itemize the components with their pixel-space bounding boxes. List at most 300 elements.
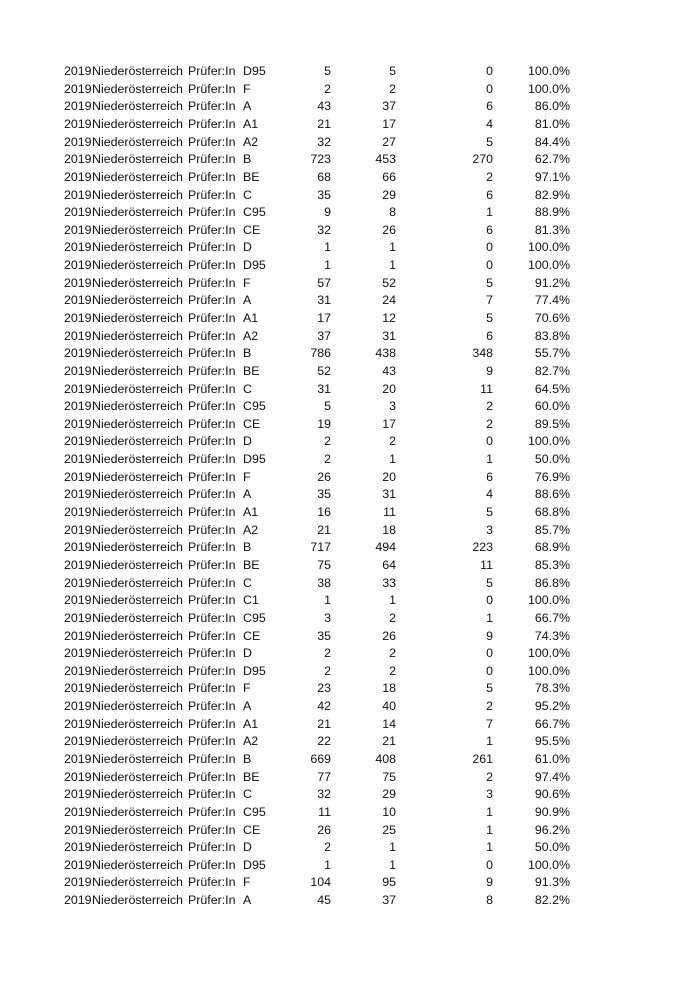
role-cell: Prüfer:In (188, 628, 236, 643)
count-total-cell: 35 (317, 187, 331, 202)
count-total-cell: 35 (317, 628, 331, 643)
count-failed-cell: 0 (486, 81, 493, 96)
license-class-cell: A (243, 293, 252, 308)
count-passed-cell: 1 (389, 593, 396, 608)
region-cell: Niederösterreich (92, 328, 183, 343)
count-passed-cell: 1 (389, 840, 396, 855)
pass-rate-cell: 60.0% (534, 399, 570, 414)
year-cell: 2019 (64, 681, 92, 696)
table-row (64, 769, 570, 787)
data-table (64, 63, 570, 910)
role-cell: Prüfer:In (188, 381, 236, 396)
count-failed-cell: 2 (486, 699, 493, 714)
role-cell: Prüfer:In (188, 822, 236, 837)
table-row (64, 469, 570, 487)
license-class-cell: CE (243, 222, 261, 237)
count-total-cell: 21 (317, 716, 331, 731)
pass-rate-cell: 100.0% (527, 64, 570, 79)
year-cell: 2019 (64, 64, 92, 79)
count-passed-cell: 11 (383, 505, 396, 520)
role-cell: Prüfer:In (188, 363, 236, 378)
count-passed-cell: 75 (382, 769, 396, 784)
count-failed-cell: 2 (486, 416, 493, 431)
count-failed-cell: 5 (486, 681, 493, 696)
count-failed-cell: 7 (486, 293, 493, 308)
role-cell: Prüfer:In (188, 505, 236, 520)
role-cell: Prüfer:In (188, 646, 236, 661)
count-total-cell: 21 (317, 522, 331, 537)
table-row (64, 328, 570, 346)
count-total-cell: 57 (317, 275, 331, 290)
region-cell: Niederösterreich (92, 169, 183, 184)
year-cell: 2019 (64, 258, 92, 273)
count-total-cell: 32 (317, 134, 331, 149)
region-cell: Niederösterreich (92, 346, 183, 361)
table-row (64, 804, 570, 822)
count-failed-cell: 0 (486, 663, 493, 678)
table-row (64, 433, 570, 451)
pass-rate-cell: 88.9% (534, 205, 570, 220)
count-passed-cell: 25 (382, 822, 396, 837)
pass-rate-cell: 68.8% (534, 505, 570, 520)
year-cell: 2019 (64, 293, 92, 308)
region-cell: Niederösterreich (92, 505, 183, 520)
region-cell: Niederösterreich (92, 769, 183, 784)
role-cell: Prüfer:In (188, 663, 236, 678)
table-row (64, 398, 570, 416)
year-cell: 2019 (64, 646, 92, 661)
license-class-cell: A2 (243, 734, 259, 749)
count-passed-cell: 95 (382, 875, 396, 890)
region-cell: Niederösterreich (92, 452, 183, 467)
count-failed-cell: 1 (486, 822, 493, 837)
region-cell: Niederösterreich (92, 187, 183, 202)
license-class-cell: A (243, 699, 252, 714)
table-row (64, 592, 570, 610)
year-cell: 2019 (64, 699, 92, 714)
table-row (64, 522, 570, 540)
count-failed-cell: 8 (486, 893, 493, 908)
count-passed-cell: 1 (389, 258, 396, 273)
count-passed-cell: 37 (382, 99, 396, 114)
count-passed-cell: 29 (382, 187, 396, 202)
year-cell: 2019 (64, 628, 92, 643)
year-cell: 2019 (64, 346, 92, 361)
region-cell: Niederösterreich (92, 663, 183, 678)
year-cell: 2019 (64, 804, 92, 819)
region-cell: Niederösterreich (92, 116, 183, 131)
count-failed-cell: 2 (486, 399, 493, 414)
pass-rate-cell: 83.8% (534, 328, 570, 343)
license-class-cell: D (243, 434, 252, 449)
count-total-cell: 11 (318, 804, 331, 819)
count-failed-cell: 9 (486, 875, 493, 890)
license-class-cell: C95 (243, 804, 266, 819)
count-total-cell: 9 (324, 205, 331, 220)
count-total-cell: 5 (324, 399, 331, 414)
license-class-cell: D95 (243, 258, 266, 273)
table-row (64, 275, 570, 293)
count-failed-cell: 0 (486, 646, 493, 661)
count-total-cell: 31 (317, 381, 331, 396)
pass-rate-cell: 100.0% (527, 81, 570, 96)
count-passed-cell: 2 (389, 646, 396, 661)
region-cell: Niederösterreich (92, 734, 183, 749)
table-row (64, 186, 570, 204)
region-cell: Niederösterreich (92, 646, 183, 661)
license-class-cell: D (243, 646, 252, 661)
license-class-cell: D95 (243, 857, 266, 872)
count-total-cell: 16 (317, 505, 331, 520)
count-total-cell: 2 (324, 646, 331, 661)
count-failed-cell: 0 (486, 258, 493, 273)
region-cell: Niederösterreich (92, 99, 183, 114)
count-passed-cell: 17 (382, 416, 396, 431)
pass-rate-cell: 50.0% (534, 840, 570, 855)
count-total-cell: 717 (310, 540, 331, 555)
pass-rate-cell: 100.0% (527, 434, 570, 449)
role-cell: Prüfer:In (188, 240, 236, 255)
region-cell: Niederösterreich (92, 857, 183, 872)
role-cell: Prüfer:In (188, 769, 236, 784)
year-cell: 2019 (64, 187, 92, 202)
count-total-cell: 1 (324, 857, 331, 872)
region-cell: Niederösterreich (92, 787, 183, 802)
year-cell: 2019 (64, 275, 92, 290)
table-row (64, 857, 570, 875)
role-cell: Prüfer:In (188, 575, 236, 590)
role-cell: Prüfer:In (188, 681, 236, 696)
year-cell: 2019 (64, 469, 92, 484)
count-passed-cell: 453 (375, 152, 396, 167)
role-cell: Prüfer:In (188, 787, 236, 802)
table-row (64, 63, 570, 81)
role-cell: Prüfer:In (188, 487, 236, 502)
count-failed-cell: 1 (486, 610, 493, 625)
count-passed-cell: 18 (382, 681, 396, 696)
table-row (64, 557, 570, 575)
pass-rate-cell: 76.9% (534, 469, 570, 484)
count-passed-cell: 408 (375, 752, 396, 766)
count-failed-cell: 4 (486, 487, 493, 502)
pass-rate-cell: 100.0% (527, 240, 570, 255)
year-cell: 2019 (64, 99, 92, 114)
count-total-cell: 37 (317, 328, 331, 343)
count-total-cell: 31 (317, 293, 331, 308)
region-cell: Niederösterreich (92, 752, 183, 766)
count-total-cell: 43 (317, 99, 331, 114)
count-failed-cell: 223 (472, 540, 493, 555)
pass-rate-cell: 66.7% (534, 716, 570, 731)
pass-rate-cell: 55.7% (534, 346, 570, 361)
region-cell: Niederösterreich (92, 381, 183, 396)
table-row (64, 98, 570, 116)
count-failed-cell: 5 (486, 134, 493, 149)
year-cell: 2019 (64, 663, 92, 678)
region-cell: Niederösterreich (92, 840, 183, 855)
region-cell: Niederösterreich (92, 540, 183, 555)
count-failed-cell: 1 (486, 452, 493, 467)
table-row (64, 645, 570, 663)
count-total-cell: 786 (310, 346, 331, 361)
region-cell: Niederösterreich (92, 275, 183, 290)
count-failed-cell: 5 (486, 310, 493, 325)
license-class-cell: B (243, 540, 252, 555)
region-cell: Niederösterreich (92, 875, 183, 890)
table-row (64, 733, 570, 751)
count-total-cell: 2 (324, 840, 331, 855)
count-passed-cell: 2 (389, 81, 396, 96)
year-cell: 2019 (64, 540, 92, 555)
license-class-cell: C95 (243, 399, 266, 414)
count-passed-cell: 26 (382, 222, 396, 237)
count-passed-cell: 64 (382, 557, 396, 572)
count-total-cell: 35 (317, 487, 331, 502)
table-body (64, 63, 570, 910)
role-cell: Prüfer:In (188, 804, 236, 819)
region-cell: Niederösterreich (92, 681, 183, 696)
region-cell: Niederösterreich (92, 258, 183, 273)
count-passed-cell: 33 (382, 575, 396, 590)
table-row (64, 751, 570, 769)
count-total-cell: 2 (324, 81, 331, 96)
region-cell: Niederösterreich (92, 893, 183, 908)
count-failed-cell: 1 (486, 804, 493, 819)
count-failed-cell: 270 (472, 152, 493, 167)
role-cell: Prüfer:In (188, 557, 236, 572)
year-cell: 2019 (64, 116, 92, 131)
table-row (64, 257, 570, 275)
role-cell: Prüfer:In (188, 522, 236, 537)
count-total-cell: 17 (317, 310, 331, 325)
count-passed-cell: 21 (382, 734, 396, 749)
region-cell: Niederösterreich (92, 205, 183, 220)
count-total-cell: 26 (317, 822, 331, 837)
region-cell: Niederösterreich (92, 134, 183, 149)
year-cell: 2019 (64, 222, 92, 237)
license-class-cell: CE (243, 822, 261, 837)
license-class-cell: A (243, 99, 252, 114)
license-class-cell: D (243, 240, 252, 255)
role-cell: Prüfer:In (188, 857, 236, 872)
region-cell: Niederösterreich (92, 469, 183, 484)
license-class-cell: D95 (243, 663, 266, 678)
count-failed-cell: 9 (486, 628, 493, 643)
table-row (64, 292, 570, 310)
count-passed-cell: 66 (382, 169, 396, 184)
license-class-cell: B (243, 346, 252, 361)
role-cell: Prüfer:In (188, 840, 236, 855)
count-failed-cell: 348 (472, 346, 493, 361)
year-cell: 2019 (64, 381, 92, 396)
year-cell: 2019 (64, 734, 92, 749)
year-cell: 2019 (64, 152, 92, 167)
license-class-cell: C (243, 187, 252, 202)
count-failed-cell: 6 (486, 328, 493, 343)
role-cell: Prüfer:In (188, 734, 236, 749)
year-cell: 2019 (64, 328, 92, 343)
role-cell: Prüfer:In (188, 416, 236, 431)
count-passed-cell: 26 (382, 628, 396, 643)
table-row (64, 575, 570, 593)
table-row (64, 716, 570, 734)
count-total-cell: 75 (317, 557, 331, 572)
role-cell: Prüfer:In (188, 310, 236, 325)
count-total-cell: 32 (317, 787, 331, 802)
count-failed-cell: 6 (486, 222, 493, 237)
role-cell: Prüfer:In (188, 540, 236, 555)
count-failed-cell: 5 (486, 505, 493, 520)
license-class-cell: F (243, 875, 251, 890)
pass-rate-cell: 85.7% (534, 522, 570, 537)
license-class-cell: B (243, 152, 252, 167)
pass-rate-cell: 81.3% (534, 222, 570, 237)
year-cell: 2019 (64, 505, 92, 520)
count-failed-cell: 1 (486, 205, 493, 220)
license-class-cell: A1 (243, 505, 259, 520)
count-total-cell: 2 (324, 434, 331, 449)
count-passed-cell: 24 (382, 293, 396, 308)
region-cell: Niederösterreich (92, 822, 183, 837)
role-cell: Prüfer:In (188, 64, 236, 79)
count-passed-cell: 20 (382, 469, 396, 484)
pass-rate-cell: 50.0% (534, 452, 570, 467)
count-total-cell: 669 (310, 752, 331, 766)
region-cell: Niederösterreich (92, 699, 183, 714)
year-cell: 2019 (64, 399, 92, 414)
count-failed-cell: 3 (486, 787, 493, 802)
table-row (64, 822, 570, 840)
role-cell: Prüfer:In (188, 328, 236, 343)
region-cell: Niederösterreich (92, 152, 183, 167)
count-passed-cell: 40 (382, 699, 396, 714)
year-cell: 2019 (64, 840, 92, 855)
pass-rate-cell: 89.5% (534, 416, 570, 431)
table-row (64, 680, 570, 698)
pass-rate-cell: 100.0% (527, 593, 570, 608)
region-cell: Niederösterreich (92, 416, 183, 431)
role-cell: Prüfer:In (188, 610, 236, 625)
pass-rate-cell: 97.4% (534, 769, 570, 784)
pass-rate-cell: 96.2% (534, 822, 570, 837)
count-passed-cell: 31 (382, 328, 396, 343)
pass-rate-cell: 64.5% (534, 381, 570, 396)
license-class-cell: C (243, 381, 252, 396)
pass-rate-cell: 77.4% (534, 293, 570, 308)
count-total-cell: 1 (324, 593, 331, 608)
role-cell: Prüfer:In (188, 716, 236, 731)
count-total-cell: 45 (317, 893, 331, 908)
count-failed-cell: 0 (486, 857, 493, 872)
pass-rate-cell: 81.0% (534, 116, 570, 131)
count-total-cell: 32 (317, 222, 331, 237)
license-class-cell: BE (243, 169, 260, 184)
count-failed-cell: 1 (486, 734, 493, 749)
count-total-cell: 22 (317, 734, 331, 749)
pass-rate-cell: 86.8% (534, 575, 570, 590)
count-failed-cell: 4 (486, 116, 493, 131)
table-row (64, 698, 570, 716)
license-class-cell: CE (243, 416, 261, 431)
role-cell: Prüfer:In (188, 169, 236, 184)
role-cell: Prüfer:In (188, 699, 236, 714)
role-cell: Prüfer:In (188, 152, 236, 167)
count-failed-cell: 0 (486, 434, 493, 449)
region-cell: Niederösterreich (92, 557, 183, 572)
license-class-cell: C1 (243, 593, 259, 608)
role-cell: Prüfer:In (188, 893, 236, 908)
count-passed-cell: 494 (375, 540, 396, 555)
table-row (64, 874, 570, 892)
count-total-cell: 1 (324, 258, 331, 273)
region-cell: Niederösterreich (92, 399, 183, 414)
count-total-cell: 1 (324, 240, 331, 255)
year-cell: 2019 (64, 716, 92, 731)
license-class-cell: A2 (243, 522, 259, 537)
license-class-cell: BE (243, 363, 260, 378)
count-failed-cell: 6 (486, 469, 493, 484)
license-class-cell: F (243, 81, 251, 96)
pass-rate-cell: 90.9% (534, 804, 570, 819)
year-cell: 2019 (64, 522, 92, 537)
region-cell: Niederösterreich (92, 363, 183, 378)
count-failed-cell: 0 (486, 64, 493, 79)
count-failed-cell: 5 (486, 575, 493, 590)
license-class-cell: F (243, 469, 251, 484)
count-passed-cell: 17 (382, 116, 396, 131)
role-cell: Prüfer:In (188, 452, 236, 467)
region-cell: Niederösterreich (92, 310, 183, 325)
pass-rate-cell: 84.4% (534, 134, 570, 149)
table-row (64, 610, 570, 628)
table-row (64, 451, 570, 469)
count-passed-cell: 10 (382, 804, 396, 819)
pass-rate-cell: 66.7% (534, 610, 570, 625)
count-passed-cell: 29 (382, 787, 396, 802)
year-cell: 2019 (64, 557, 92, 572)
role-cell: Prüfer:In (188, 346, 236, 361)
role-cell: Prüfer:In (188, 116, 236, 131)
license-class-cell: BE (243, 557, 260, 572)
year-cell: 2019 (64, 452, 92, 467)
role-cell: Prüfer:In (188, 205, 236, 220)
region-cell: Niederösterreich (92, 716, 183, 731)
year-cell: 2019 (64, 575, 92, 590)
count-failed-cell: 0 (486, 593, 493, 608)
count-total-cell: 104 (310, 875, 331, 890)
count-total-cell: 26 (317, 469, 331, 484)
count-passed-cell: 20 (382, 381, 396, 396)
year-cell: 2019 (64, 787, 92, 802)
role-cell: Prüfer:In (188, 99, 236, 114)
table-row (64, 539, 570, 557)
count-passed-cell: 1 (389, 857, 396, 872)
count-passed-cell: 1 (389, 452, 396, 467)
count-total-cell: 42 (317, 699, 331, 714)
region-cell: Niederösterreich (92, 804, 183, 819)
license-class-cell: D95 (243, 64, 266, 79)
table-row (64, 222, 570, 240)
count-total-cell: 3 (324, 610, 331, 625)
role-cell: Prüfer:In (188, 222, 236, 237)
pass-rate-cell: 97.1% (534, 169, 570, 184)
count-passed-cell: 1 (389, 240, 396, 255)
role-cell: Prüfer:In (188, 187, 236, 202)
role-cell: Prüfer:In (188, 399, 236, 414)
license-class-cell: C95 (243, 610, 266, 625)
year-cell: 2019 (64, 169, 92, 184)
role-cell: Prüfer:In (188, 875, 236, 890)
